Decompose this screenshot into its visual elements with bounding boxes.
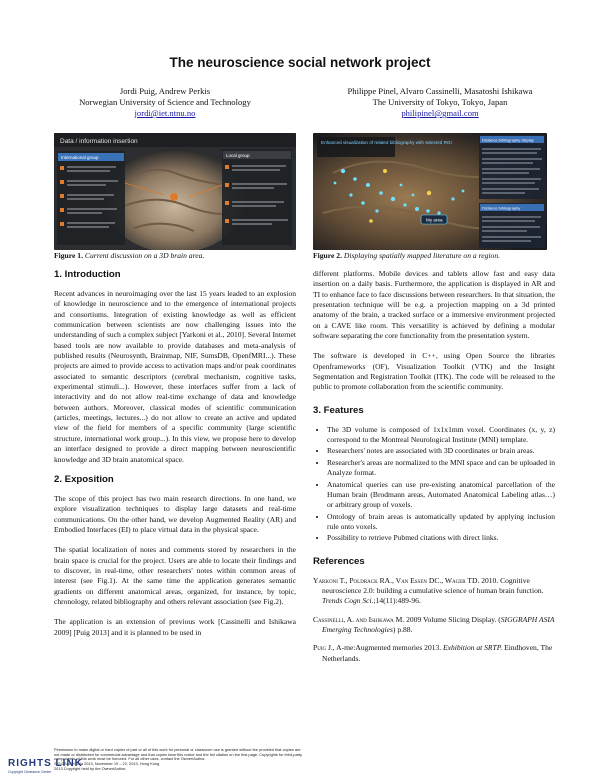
feature-item: • Possibility to retrieve Pubmed citations with direct links. — [327, 533, 555, 543]
figure-1-caption — [54, 251, 304, 261]
affiliation-right: The University of Tokyo, Tokyo, Japan — [372, 97, 508, 107]
section-exposition-heading: 2. Exposition — [54, 473, 114, 485]
conference-line: SIGGRAPH Asia 2013, November 19 – 22, 2013, Hong Kong — [54, 761, 160, 767]
reference-1-authors: Yarkoni T., Poldrack RA., Van Essen DC., Wager TD. — [313, 575, 480, 585]
figure-2-caption-label: Figure 2. — [313, 251, 342, 260]
reference-item — [313, 576, 555, 607]
section-features-heading: 3. Features — [313, 404, 364, 416]
feature-item: • The 3D volume is composed of 1x1x1mm voxel. Coordinates (x, y, z) correspond to the Montreal Neurological Institute (MNI) template. — [327, 425, 555, 446]
paper-title: The neuroscience social network project — [169, 55, 431, 70]
rightslink-logo: RIGHTS LINK — [8, 758, 83, 769]
section-introduction-heading: 1. Introduction — [54, 269, 121, 280]
figure-1-caption-label: Figure 1. — [54, 251, 83, 260]
reference-1-text: Cognitive neuroscience 2.0: building a cumulative science of human brain function. — [322, 575, 544, 595]
introduction-paragraph: Recent advances in neuroimaging over the last 15 years leaded to an explosion of knowledge in neuroscience and to the emergence of international projects and consortiums. Integration of existing knowledge as well as efficient communication between scientists are now challenging issues into the understanding of such a complex subject [Yarkoni et al., 2010]. Several Internet based tools are now available to provide databases and meta-analysis of published results (Neurosynth, Brainmap, NIF, SumsDB, OpenfMRI...). These projects are aimed to provide access to activation maps and/or peak coordinates associated to semantic descriptors (cerebral mechanism, cognitive tasks, experimental stimuli...). However, these interfaces suffer from a lack of interactivity and do not allow real-time exchange of data and knowledge between authors. Moreover, classical modes of scientific communication (articles, meetings, lectures...) do not allow to create an active and updated view of the field for members of a specific community (large scientific structure, international work group...). In this view, we propose here to develop an interface designed to provide a direct mapping between neuroscientific knowledge and 3D brain anatomical space. — [54, 289, 296, 464]
author-names-right: Philippe Pinel, Alvaro Cassinelli, Masatoshi Ishikawa — [347, 86, 533, 96]
features-list — [313, 425, 555, 544]
permission-text: Permission to make digital or hard copies of part or all of this work for personal or classroom use is granted without fee provided that copies are not made or distributed for commercial advantage and that copies bear this notice and the full citation on the first page. Copyrights for third-party components of this work must be honored. For all other uses, contact the Owner/Author. — [54, 747, 303, 762]
reference-1-year: 2010. — [479, 575, 499, 585]
right-paragraph-1: different platforms. Mobile devices and tablets allow fast and easy data insertion on a daily basis. Furthermore, the application is displayed in AR and TI to enhance face to face discussions between researchers. In that situation, the presentation technique will be e.g. a projection mapping on a 3d printed anatomy of the brain, a tracked surface or a immersive environment projected on a CAVE like room. This versatility is achieved by defining a modular software separating the core functionality from the presentation system. — [313, 269, 555, 341]
feature-item: • Researcher's areas are normalized to the MNI space and can be uploaded in Analyze format. — [327, 458, 555, 479]
feature-item: • Researchers' notes are associated with 3D coordinates or brain areas. — [327, 446, 555, 456]
permission-notice — [54, 748, 304, 772]
affiliation-left: Norwegian University of Science and Technology — [79, 97, 251, 107]
section-references-heading: References — [313, 555, 365, 567]
figure-2-caption-text: Displaying spatially mapped literature on a region. — [343, 251, 501, 260]
figure-2-box-top-title: Distance bibliography display — [482, 137, 534, 143]
reference-1-volume: ;14(11):489-96. — [373, 596, 421, 606]
reference-3-text: , A-me:Augmented memories 2013. — [332, 643, 444, 653]
reference-item — [313, 615, 555, 636]
right-paragraph-2: The software is developed in C++, using Open Source the libraries Openframeworks (OF), Visualization Toolkit (VTK) and the Insight Segmentation and Registration Toolkit (ITK). The code will be released to the public to promote collaboration from the scientific community. — [313, 351, 555, 392]
email-link-right[interactable]: philipinel@gmail.com — [401, 108, 479, 118]
figure-2-box-bottom-title: Distance bibliography — [482, 205, 521, 211]
reference-3-journal: Exhibition at SRTP. — [443, 643, 503, 653]
feature-item: • Ontology of brain areas is automatically updated by applying inclusion rule onto voxels. — [327, 512, 555, 533]
reference-3-end: Eindhoven, The Netherlands. — [322, 643, 553, 663]
figure-1-focus-marker — [170, 193, 178, 201]
figure-1-panel-title: Data / information insertion — [60, 138, 138, 145]
copyright-line: 2013 Copyright held by the Owner/Author. — [54, 765, 127, 771]
reference-2-journal: SIGGRAPH ASIA Emerging Technologies — [322, 614, 555, 634]
left-column — [54, 269, 296, 638]
author-names-left: Jordi Puig, Andrew Perkis — [119, 86, 211, 96]
figure-1-image — [54, 133, 296, 250]
email-link-left[interactable]: jordi@iet.ntnu.no — [134, 108, 196, 118]
reference-1-journal: Trends Cogn Sci. — [322, 596, 374, 606]
figure-2-roi-label: My area — [426, 217, 443, 223]
figure-1-left-group: International group — [61, 155, 99, 160]
exposition-paragraph-1: The scope of this project has two main research directions. In one hand, we explore visualization techniques to display large datasets and real-time communications. On the other hand, we develop Augmented Reality (AR) and Embodied Interfaces (EI) to place virtual data in the physical space. — [54, 493, 296, 534]
rightslink-logo-subtitle: Copyright Clearance Center — [8, 770, 52, 774]
reference-item — [313, 643, 555, 664]
reference-2-end: ) p.88. — [392, 624, 413, 634]
reference-3-authors: Puig J. — [313, 643, 333, 653]
figure-1-right-group: Local group — [226, 153, 250, 158]
figure-2-image — [313, 133, 547, 250]
references-list — [313, 576, 555, 664]
reference-2-text: 2009 Volume Slicing Display. ( — [404, 614, 501, 624]
authors-left — [40, 86, 290, 119]
authors-right — [305, 86, 575, 119]
feature-item: • Anatomical queries can use pre-existing anatomical parcellation of the Human brain (Brodmann areas, Automated Anatomical Labeling atlas…) or arbitrary group of voxels. — [327, 480, 555, 511]
right-column — [313, 269, 555, 672]
figure-2-panel-title: Enhanced visualization of related bibliography with selected ROI — [321, 140, 452, 145]
reference-2-authors: Cassinelli, A. and Ishikawa M. — [313, 614, 405, 624]
exposition-paragraph-2: The spatial localization of notes and comments stored by researchers in the brain space is crucial for the project. Users are able to locate their findings and to discover, in real-time, other researchers' notes within common areas of interest (see Fig.1). At the same time the application generates semantic gradients on different anatomical areas, organized, for instance, by topic, chronology, related bibliography and others relevant association (see Fig.2). — [54, 545, 296, 606]
figure-1-caption-text: Current discussion on a 3D brain area. — [84, 251, 205, 260]
exposition-paragraph-3: The application is an extension of previous work [Cassinelli and Ishikawa 2009] [Puig 2013] and it is planned to be used in — [54, 617, 296, 637]
figure-2-caption — [313, 251, 563, 261]
